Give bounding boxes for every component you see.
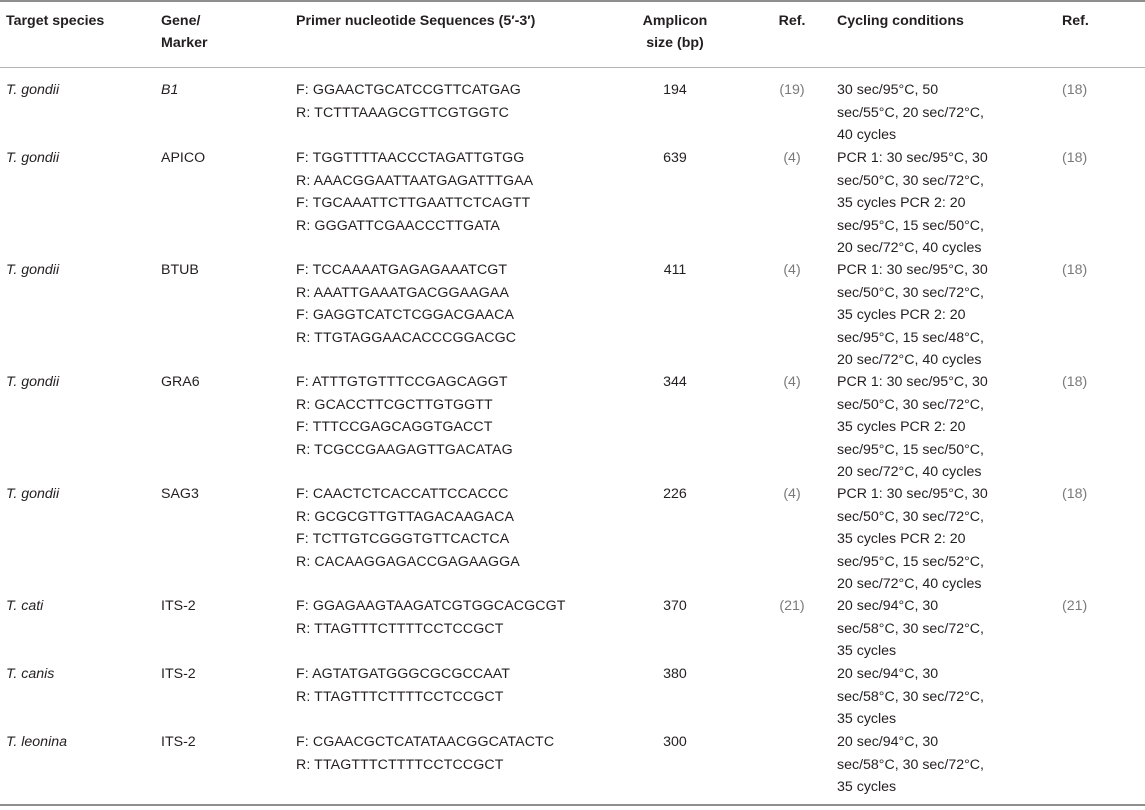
primer-sequences-cell xyxy=(296,259,516,349)
primer-line: R: TCTTTAAAGCGTTCGTGGTC xyxy=(296,104,509,121)
species-cell: T. gondii xyxy=(6,262,60,278)
cycling-line: 40 cycles xyxy=(837,127,897,143)
header-amplicon-size: Amplicon size (bp) xyxy=(642,13,708,51)
species-cell: T. cati xyxy=(6,598,44,614)
cycling-reference-link[interactable]: (18) xyxy=(1062,82,1088,98)
primer-line: F: GAGGTCATCTCGGACGAACA xyxy=(296,307,515,323)
cycling-line: PCR 1: 30 sec/95°C, 30 xyxy=(837,486,988,502)
cycling-line: sec/50°C, 30 sec/72°C, xyxy=(837,284,984,301)
cycling-line: 35 cycles PCR 2: 20 xyxy=(837,307,966,323)
cycling-conditions-cell xyxy=(837,483,988,596)
amplicon-size-cell: 639 xyxy=(663,150,687,166)
primer-line: F: CAACTCTCACCATTCCACCC xyxy=(296,486,509,502)
header-primer-sequences: Primer nucleotide Sequences (5′-3′) xyxy=(296,13,536,29)
primer-line: F: CGAACGCTCATATAACGGCATACTC xyxy=(296,734,555,750)
species-cell: T. gondii xyxy=(6,486,60,502)
header-target-species: Target species xyxy=(6,13,105,29)
cycling-line: sec/95°C, 15 sec/50°C, xyxy=(837,217,984,234)
primer-sequences-cell xyxy=(296,595,566,640)
cycling-reference-link[interactable]: (18) xyxy=(1062,374,1088,390)
cycling-line: PCR 1: 30 sec/95°C, 30 xyxy=(837,150,988,166)
primer-line: F: GGAGAAGTAAGATCGTGGCACGCGT xyxy=(296,598,566,614)
cycling-conditions-cell xyxy=(837,79,984,147)
cycling-conditions-cell xyxy=(837,259,988,372)
primer-sequences-cell xyxy=(296,663,510,708)
table-bottom-rule xyxy=(0,804,1145,806)
primer-line: R: GCACCTTCGCTTGTGGTT xyxy=(296,396,493,413)
cycling-reference-link[interactable]: (21) xyxy=(1062,598,1088,614)
amplicon-size-cell: 344 xyxy=(663,374,687,390)
cycling-line: 35 cycles PCR 2: 20 xyxy=(837,195,966,211)
cycling-line: sec/58°C, 30 sec/72°C, xyxy=(837,756,984,773)
primer-sequences-cell xyxy=(296,371,513,461)
primer-reference-link[interactable]: (4) xyxy=(783,486,801,502)
primer-line: R: TCGCCGAAGAGTTGACATAG xyxy=(296,441,513,458)
cycling-reference-link[interactable]: (18) xyxy=(1062,150,1088,166)
amplicon-size-cell: 226 xyxy=(663,486,687,502)
marker-cell: ITS-2 xyxy=(161,666,196,682)
primer-line: R: TTAGTTTCTTTTCCTCCGCT xyxy=(296,620,504,637)
species-cell: T. leonina xyxy=(6,734,68,750)
primer-line: R: GCGCGTTGTTAGACAAGACA xyxy=(296,508,515,525)
cycling-conditions-cell xyxy=(837,731,984,799)
primer-line: F: TCTTGTCGGGTGTTCACTCA xyxy=(296,531,510,547)
header-cycling-conditions: Cycling conditions xyxy=(837,13,964,29)
cycling-line: PCR 1: 30 sec/95°C, 30 xyxy=(837,374,988,390)
primer-reference-link[interactable]: (4) xyxy=(783,150,801,166)
header-rule xyxy=(0,67,1145,68)
header-ref-primers: Ref. xyxy=(778,13,806,29)
marker-cell: SAG3 xyxy=(161,486,199,502)
cycling-line: 20 sec/94°C, 30 xyxy=(837,734,939,750)
marker-cell: GRA6 xyxy=(161,374,200,390)
primer-line: R: AAACGGAATTAATGAGATTTGAA xyxy=(296,172,534,189)
cycling-line: 20 sec/94°C, 30 xyxy=(837,666,939,682)
primer-line: R: CACAAGGAGACCGAGAAGGA xyxy=(296,553,520,570)
cycling-line: 20 sec/72°C, 40 cycles xyxy=(837,352,982,368)
species-cell: T. canis xyxy=(6,666,55,682)
marker-cell: ITS-2 xyxy=(161,734,196,750)
cycling-conditions-cell xyxy=(837,371,988,484)
cycling-line: 20 sec/72°C, 40 cycles xyxy=(837,240,982,256)
primer-line: F: ATTTGTGTTTCCGAGCAGGT xyxy=(296,374,508,390)
primer-reference-link[interactable]: (19) xyxy=(779,82,805,98)
primer-line: R: AAATTGAAATGACGGAAGAA xyxy=(296,284,510,301)
cycling-line: sec/50°C, 30 sec/72°C, xyxy=(837,172,984,189)
primer-line: R: TTGTAGGAACACCCGGACGC xyxy=(296,329,517,346)
primer-line: F: AGTATGATGGGCGCGCCAAT xyxy=(296,666,511,682)
primer-reference-link[interactable]: (4) xyxy=(783,262,801,278)
primer-line: R: GGGATTCGAACCCTTGATA xyxy=(296,217,500,234)
primer-sequences-cell xyxy=(296,731,554,776)
amplicon-size-cell: 380 xyxy=(663,666,687,682)
amplicon-size-cell: 300 xyxy=(663,734,687,750)
amplicon-size-cell: 194 xyxy=(663,82,687,98)
table-top-rule xyxy=(0,0,1145,2)
cycling-line: sec/95°C, 15 sec/48°C, xyxy=(837,329,984,346)
cycling-reference-link[interactable]: (18) xyxy=(1062,486,1088,502)
cycling-line: 20 sec/72°C, 40 cycles xyxy=(837,576,982,592)
primer-reference-link[interactable]: (21) xyxy=(779,598,805,614)
cycling-conditions-cell xyxy=(837,147,988,260)
cycling-line: sec/50°C, 30 sec/72°C, xyxy=(837,396,984,413)
primer-line: R: TTAGTTTCTTTTCCTCCGCT xyxy=(296,688,504,705)
cycling-line: 35 cycles PCR 2: 20 xyxy=(837,531,966,547)
primer-line: F: TTTCCGAGCAGGTGACCT xyxy=(296,419,493,435)
cycling-line: sec/95°C, 15 sec/50°C, xyxy=(837,441,984,458)
species-cell: T. gondii xyxy=(6,150,60,166)
primer-sequences-cell xyxy=(296,483,520,573)
primer-reference-link[interactable]: (4) xyxy=(783,374,801,390)
cycling-line: 20 sec/72°C, 40 cycles xyxy=(837,464,982,480)
primer-line: F: TCCAAAATGAGAGAAATCGT xyxy=(296,262,508,278)
cycling-line: 35 cycles xyxy=(837,643,897,659)
cycling-line: 35 cycles PCR 2: 20 xyxy=(837,419,966,435)
cycling-conditions-cell xyxy=(837,595,984,663)
cycling-line: 35 cycles xyxy=(837,711,897,727)
cycling-line: sec/58°C, 30 sec/72°C, xyxy=(837,620,984,637)
header-ref-cycling: Ref. xyxy=(1062,13,1089,29)
cycling-line: sec/58°C, 30 sec/72°C, xyxy=(837,688,984,705)
primer-line: F: GGAACTGCATCCGTTCATGAG xyxy=(296,82,521,98)
marker-cell: ITS-2 xyxy=(161,598,196,614)
amplicon-size-cell: 411 xyxy=(663,262,687,278)
cycling-line: 20 sec/94°C, 30 xyxy=(837,598,939,614)
primer-line: F: TGGTTTTAACCCTAGATTGTGG xyxy=(296,150,525,166)
primer-sequences-cell xyxy=(296,79,521,124)
cycling-reference-link[interactable]: (18) xyxy=(1062,262,1088,278)
cycling-line: sec/50°C, 30 sec/72°C, xyxy=(837,508,984,525)
cycling-line: PCR 1: 30 sec/95°C, 30 xyxy=(837,262,988,278)
header-gene-marker: Gene/ Marker xyxy=(161,13,208,51)
marker-cell: APICO xyxy=(161,150,206,166)
cycling-line: sec/55°C, 20 sec/72°C, xyxy=(837,104,984,121)
amplicon-size-cell: 370 xyxy=(663,598,687,614)
cycling-line: sec/95°C, 15 sec/52°C, xyxy=(837,553,984,570)
marker-cell: BTUB xyxy=(161,262,199,278)
cycling-line: 30 sec/95°C, 50 xyxy=(837,82,939,98)
primer-sequences-cell xyxy=(296,147,533,237)
cycling-line: 35 cycles xyxy=(837,779,897,795)
species-cell: T. gondii xyxy=(6,82,60,98)
cycling-conditions-cell xyxy=(837,663,984,731)
marker-cell: B1 xyxy=(161,82,179,98)
species-cell: T. gondii xyxy=(6,374,60,390)
primer-line: F: TGCAAATTCTTGAATTCTCAGTT xyxy=(296,195,531,211)
primer-line: R: TTAGTTTCTTTTCCTCCGCT xyxy=(296,756,504,773)
